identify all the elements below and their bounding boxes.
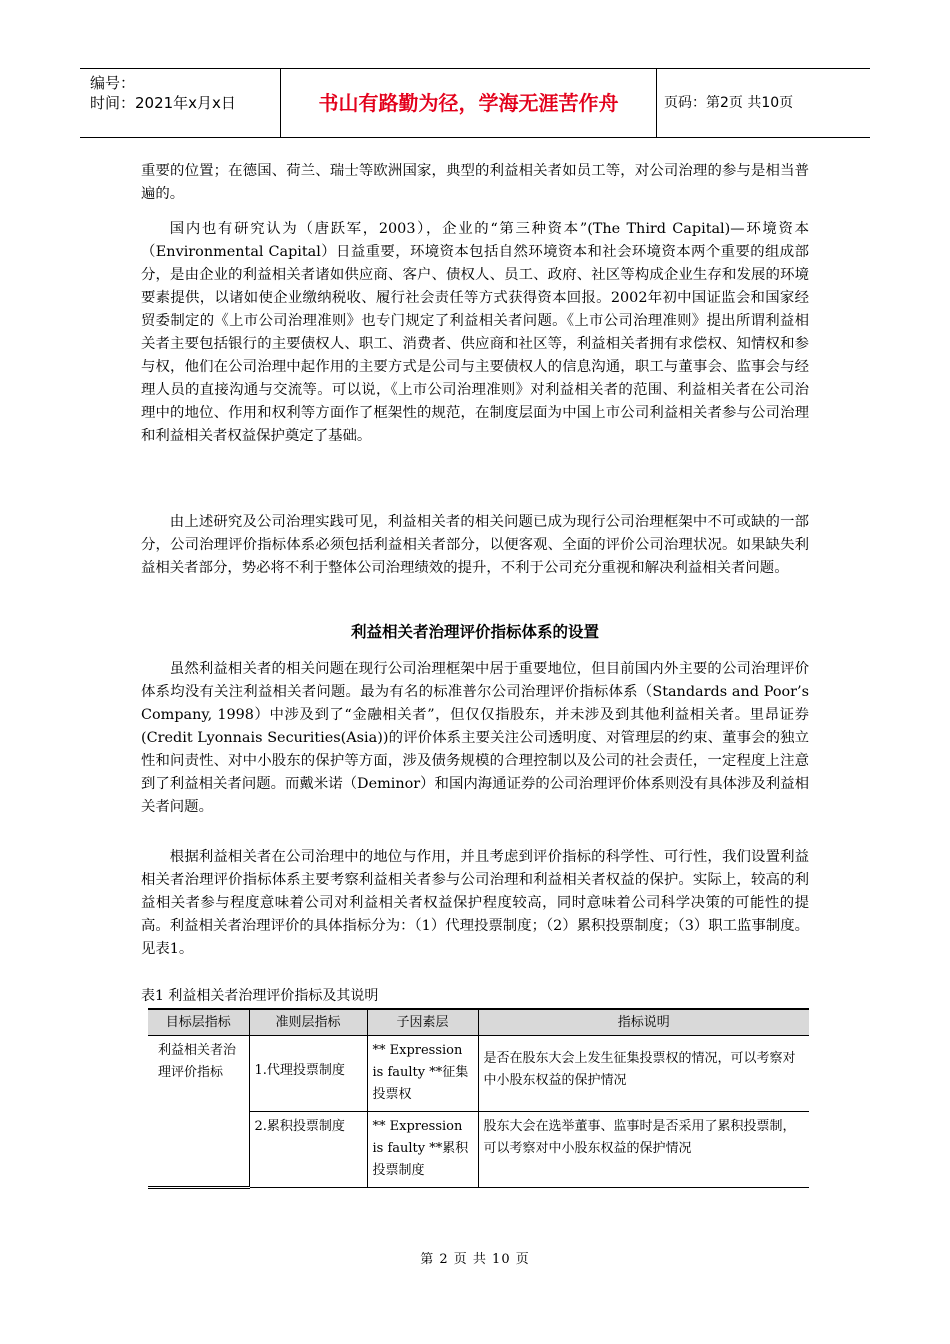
target-indicator-cell: 利益相关者治理评价指标 <box>148 1036 249 1188</box>
paragraph-5: 根据利益相关者在公司治理中的地位与作用，并且考虑到评价指标的科学性、可行性，我们设置利益相关者治理评价指标体系主要考察利益相关者参与公司治理和利益相关者权益的保护。实际上，较高的利益相关者参与程度意味着公司对利益相关者权益保护程度较高，同时意味着公司科学决策的可能性的提高。利益相关者治理评价的具体指标分为：（1）代理投票制度；（2）累积投票制度；（3）职工监事制度。见表1。 <box>141 849 809 957</box>
table-header-row <box>148 1009 809 1036</box>
table-row <box>148 1036 809 1112</box>
col-header-description: 指标说明 <box>478 1009 809 1036</box>
doc-number-label: 编号： <box>90 74 136 92</box>
paragraph-1: 重要的位置；在德国、荷兰、瑞士等欧洲国家，典型的利益相关者如员工等，对公司治理的参与是相当普遍的。 <box>141 163 809 202</box>
page-header <box>80 68 870 138</box>
criterion-cell: 1.代理投票制度 <box>249 1036 367 1112</box>
col-header-criterion: 准则层指标 <box>249 1009 367 1036</box>
criterion-cell: 2.累积投票制度 <box>249 1112 367 1188</box>
header-page-number: 页码：第2页 共10页 <box>664 95 794 111</box>
paragraph-2: 国内也有研究认为（唐跃军，2003），企业的“第三种资本”(The Third Capital)—环境资本（Environmental Capital）日益重要，环境资本包括自然环境资本和社会环境资本两个重要的组成部分，是由企业的利益相关者诸如供应商、客户、债权人、员工、政府、社区等构成企业生存和发展的环境要素提供，以诸如使企业缴纳税收、履行社会责任等方式获得资本回报。2002年初中国证监会和国家经贸委制定的《上市公司治理准则》也专门规定了利益相关者问题。《上市公司治理准则》提出所谓利益相关者主要包括银行的主要债权人、职工、消费者、供应商和社区等，利益相关者拥有求偿权、知情权和参与权，他们在公司治理中起作用的主要方式是公司与主要债权人的信息沟通，职工与董事会、监事会与经理人员的直接沟通与交流等。可以说，《上市公司治理准则》对利益相关者的范围、利益相关者在公司治理中的地位、作用和权利等方面作了框架性的规范，在制度层面为中国上市公司利益相关者参与公司治理和利益相关者权益保护奠定了基础。 <box>141 221 809 444</box>
description-cell: 是否在股东大会上发生征集投票权的情况，可以考察对中小股东权益的保护情况 <box>478 1036 809 1112</box>
indicator-table <box>148 1008 809 1189</box>
paragraph-4: 虽然利益相关者的相关问题在现行公司治理框架中居于重要地位，但目前国内外主要的公司治理评价体系均没有关注利益相关者问题。最为有名的标准普尔公司治理评价指标体系（Standards and Poor’s Company, 1998）中涉及到了“金融相关者”，但仅仅指股东，并未涉及到其他利益相关者。里昂证券(Credit Lyonnais Securities(Asia))的评价体系主要关注公司透明度、对管理层的约束、董事会的独立性和问责性、对中小股东的保护等方面，涉及债务规模的合理控制以及公司的社会责任，一定程度上注意到了利益相关者问题。而戴米诺（Deminor）和国内海通证券的公司治理评价体系则没有具体涉及利益相关者问题。 <box>141 661 809 815</box>
col-header-factor: 子因素层 <box>367 1009 478 1036</box>
factor-cell: ** Expression is faulty **累积投票制度 <box>367 1112 478 1188</box>
page-footer: 第 2 页 共 10 页 <box>420 1252 530 1267</box>
header-meta <box>80 69 281 137</box>
col-header-target: 目标层指标 <box>148 1009 249 1036</box>
table-caption: 表1 利益相关者治理评价指标及其说明 <box>141 988 379 1004</box>
factor-cell: ** Expression is faulty **征集投票权 <box>367 1036 478 1112</box>
description-cell: 股东大会在选举董事、监事时是否采用了累积投票制，可以考察对中小股东权益的保护情况 <box>478 1112 809 1188</box>
header-motto: 书山有路勤为径，学海无涯苦作舟 <box>281 69 657 137</box>
doc-time-label: 时间：2021年x月x日 <box>90 94 236 112</box>
paragraph-3: 由上述研究及公司治理实践可见，利益相关者的相关问题已成为现行公司治理框架中不可或缺的一部分，公司治理评价指标体系必须包括利益相关者部分，以便客观、全面的评价公司治理状况。如果缺失利益相关者部分，势必将不利于整体公司治理绩效的提升，不利于公司充分重视和解决利益相关者问题。 <box>141 514 809 576</box>
section-heading: 利益相关者治理评价指标体系的设置 <box>350 623 599 641</box>
